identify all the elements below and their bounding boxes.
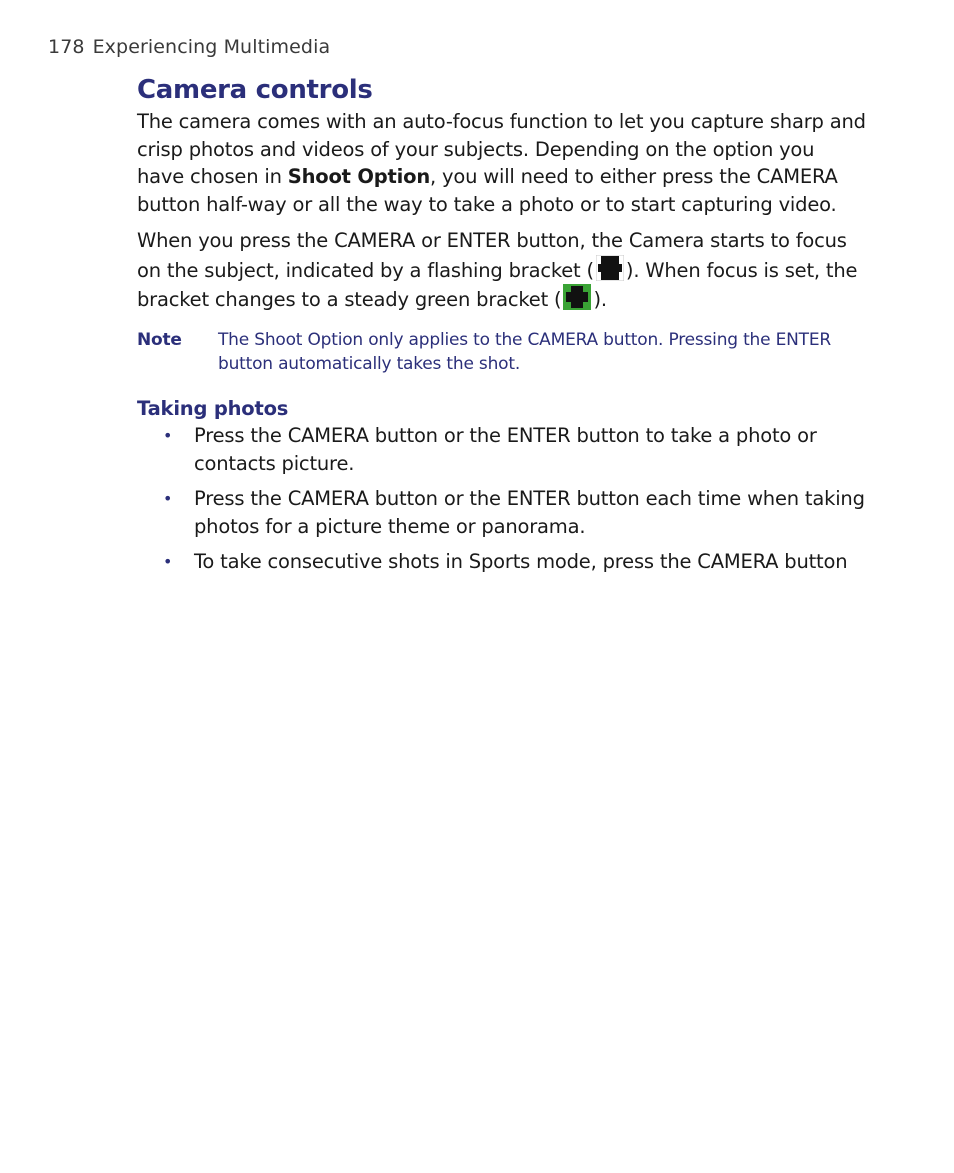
page-title: Camera controls <box>137 75 373 105</box>
note-block <box>137 328 867 376</box>
intro-text-2: , you will need to either press the CAMERA button half-way or all the way to take a photo or to start capturing video. <box>137 165 838 216</box>
list-item-text: To take consecutive shots in Sports mode, press the CAMERA button <box>194 549 848 573</box>
bullet-icon: • <box>163 425 173 445</box>
intro-text-1: The camera comes with an auto-focus function to let you capture sharp and crisp photos and videos of your subjects. Depending on the option you have chosen in <box>137 110 866 188</box>
focus-text-3: ). <box>593 288 607 311</box>
note-label: Note <box>137 329 182 350</box>
focus-text-2: ). When focus is set, the bracket changes to a steady green bracket ( <box>137 258 858 311</box>
bullet-icon: • <box>163 551 173 571</box>
list-item-text: Press the CAMERA button or the ENTER button to take a photo or contacts picture. <box>194 423 817 475</box>
focus-text-1: When you press the CAMERA or ENTER button, the Camera starts to focus on the subject, indicated by a flashing bracket ( <box>137 229 847 282</box>
running-header <box>48 36 330 58</box>
bullet-list <box>137 422 867 576</box>
note-text: The Shoot Option only applies to the CAMERA button. Pressing the ENTER button automatically takes the shot. <box>218 329 831 374</box>
page-number: 178 <box>48 36 85 58</box>
intro-paragraph <box>137 108 867 218</box>
list-item <box>137 548 867 576</box>
focus-paragraph <box>137 227 867 314</box>
page-content <box>137 72 867 583</box>
focus-bracket-icon <box>596 255 624 281</box>
list-item <box>137 422 867 478</box>
subheading-taking-photos: Taking photos <box>137 396 289 420</box>
focus-bracket-green-icon <box>563 284 591 310</box>
list-item <box>137 485 867 541</box>
bullet-icon: • <box>163 488 173 508</box>
list-item-text: Press the CAMERA button or the ENTER button each time when taking photos for a picture theme or panorama. <box>194 486 865 538</box>
section-title: Experiencing Multimedia <box>92 36 331 58</box>
shoot-option-term: Shoot Option <box>287 165 431 188</box>
